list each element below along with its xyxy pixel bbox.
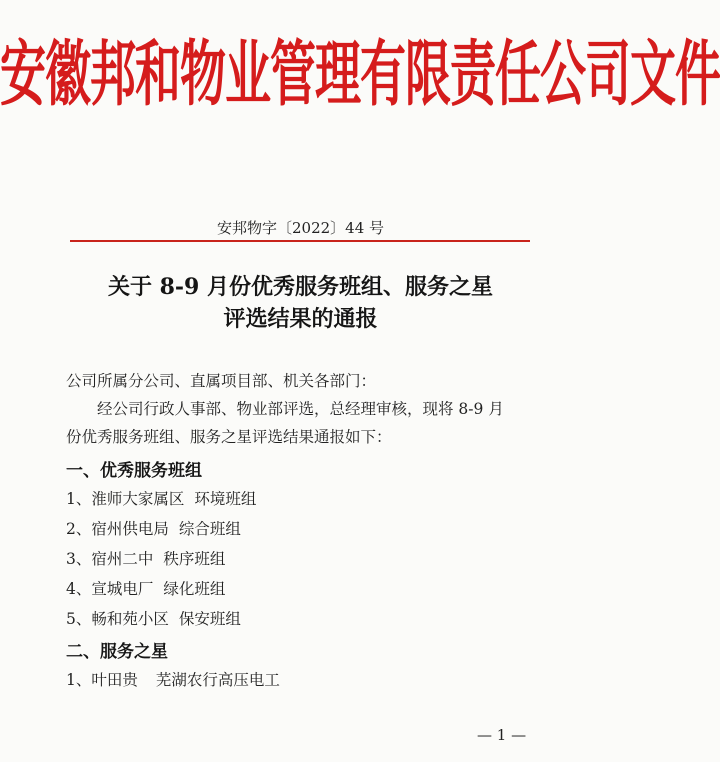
section-heading-service-stars: 二、服务之星 <box>66 642 168 662</box>
notice-title-line-2: 评选结果的通报 <box>223 306 378 332</box>
item-team: 秩序班组 <box>163 550 226 568</box>
item-unit: 芜湖农行高压电工 <box>155 671 280 689</box>
item-team: 保安班组 <box>178 610 241 628</box>
item-place: 淮师大家属区 <box>91 490 185 508</box>
notice-title-line-1: 关于 8-9 月份优秀服务班组、服务之星 <box>107 274 494 300</box>
team-list-item <box>66 577 225 599</box>
item-index: 2、 <box>66 520 92 538</box>
item-index: 3、 <box>66 550 92 568</box>
team-list-item <box>66 607 241 629</box>
item-place: 宿州供电局 <box>91 520 169 538</box>
red-divider-line <box>70 240 530 242</box>
document-header-title: 安徽邦和物业管理有限责任公司文件 <box>0 31 720 116</box>
item-team: 综合班组 <box>178 520 241 538</box>
item-place: 畅和苑小区 <box>91 610 169 628</box>
item-place: 宣城电厂 <box>91 580 154 598</box>
item-place: 宿州二中 <box>91 550 154 568</box>
intro-paragraph-line-2: 份优秀服务班组、服务之星评选结果通报如下： <box>66 428 392 446</box>
item-team: 绿化班组 <box>163 580 226 598</box>
section-heading-excellent-teams: 一、优秀服务班组 <box>66 461 202 481</box>
intro-paragraph-line-1: 经公司行政人事部、物业部评选，总经理审核，现将 8-9 月 <box>97 400 504 418</box>
star-list-item <box>66 668 280 690</box>
item-index: 5、 <box>66 610 92 628</box>
team-list-item <box>66 517 241 539</box>
team-list-item <box>66 547 225 569</box>
item-team: 环境班组 <box>194 490 257 508</box>
item-person-name: 叶田贵 <box>91 671 138 689</box>
item-index: 4、 <box>66 580 92 598</box>
item-index: 1、 <box>66 671 92 689</box>
item-index: 1、 <box>66 490 92 508</box>
addressee-line: 公司所属分公司、直属项目部、机关各部门： <box>66 372 377 390</box>
document-number: 安邦物字〔2022〕44 号 <box>216 219 385 237</box>
team-list-item <box>66 487 256 509</box>
page-number: — 1 — <box>477 726 527 744</box>
